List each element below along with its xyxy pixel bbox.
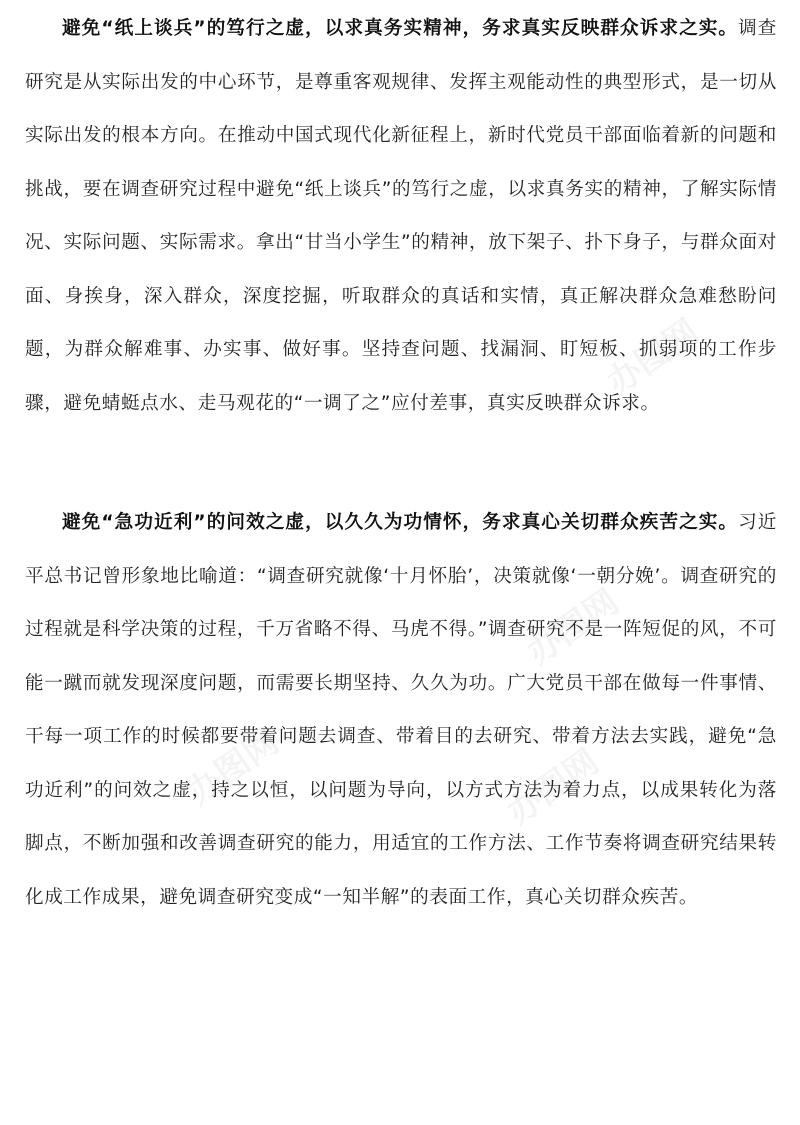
- paragraph-1-lead: 避免“纸上谈兵”的笃行之虚，以求真务实精神，务求真实反映群众诉求之实。: [62, 18, 739, 39]
- paragraph-2-lead: 避免“急功近利”的问效之虚，以久久为功情怀，务求真心关切群众疾苦之实。: [62, 512, 739, 533]
- paragraph-2: [25, 496, 777, 924]
- paragraph-2-body: 习近平总书记曾形象地比喻道：“调查研究就像‘十月怀胎’，决策就像‘一朝分娩’。调查研究的过程就是科学决策的过程，千万省略不得、马虎不得。”调查研究不是一阵短促的风，不可能一蹴而就发现深度问题，而需要长期坚持、久久为功。广大党员干部在做每一件事情、干每一项工作的时候都要带着问题去调查、带着目的去研究、带着方法去实践，避免“急功近利”的问效之虚，持之以恒，以问题为导向，以方式方法为着力点，以成果转化为落脚点，不断加强和改善调查研究的能力，用适宜的工作方法、工作节奏将调查研究结果转化成工作成果，避免调查研究变成“一知半解”的表面工作，真心关切群众疾苦。: [25, 512, 778, 908]
- paragraph-1-body: 调查研究是从实际出发的中心环节，是尊重客观规律、发挥主观能动性的典型形式，是一切从实际出发的根本方向。在推动中国式现代化新征程上，新时代党员干部面临着新的问题和挑战，要在调查研究过程中避免“纸上谈兵”的笃行之虚，以求真务实的精神，了解实际情况、实际问题、实际需求。拿出“甘当小学生”的精神，放下架子、扑下身子，与群众面对面、身挨身，深入群众，深度挖掘，听取群众的真话和实情，真正解决群众急难愁盼问题，为群众解难事、办实事、做好事。坚持查问题、找漏洞、盯短板、抓弱项的工作步骤，避免蜻蜓点水、走马观花的“一调了之”应付差事，真实反映群众诉求。: [25, 18, 778, 414]
- paragraph-1: [25, 2, 777, 430]
